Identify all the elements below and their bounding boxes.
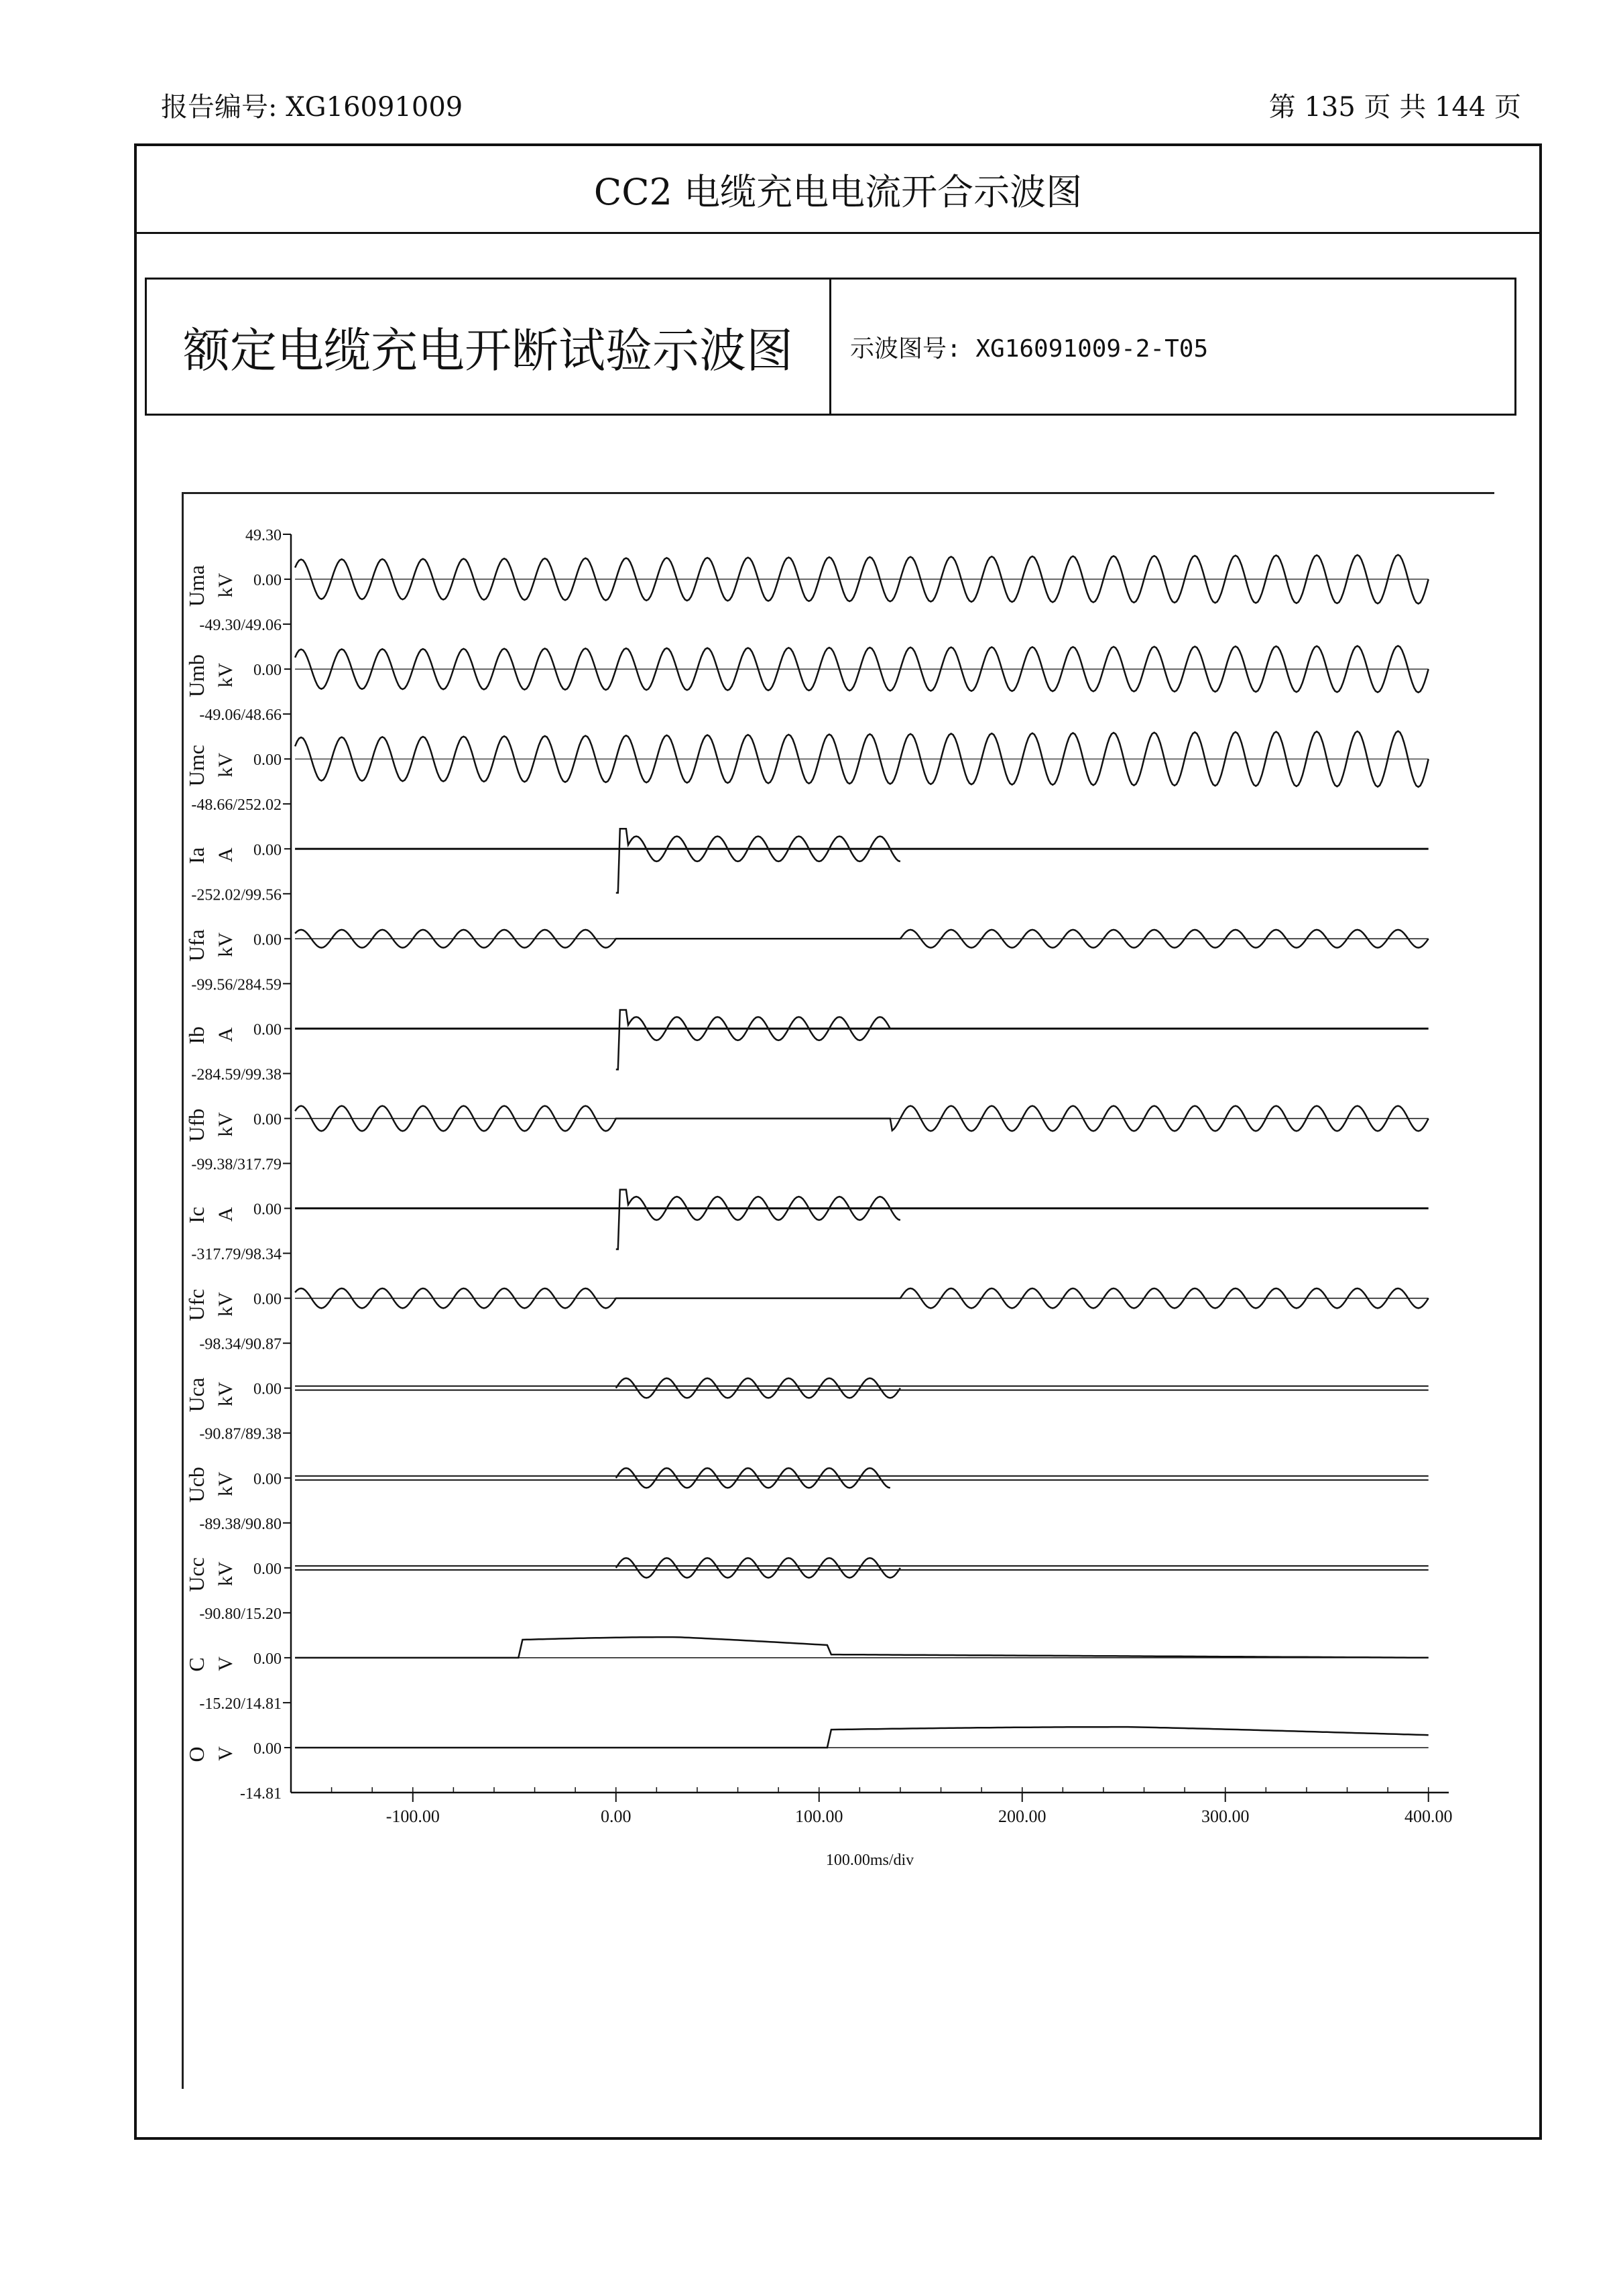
page-title: CC2 电缆充电电流开合示波图	[137, 146, 1539, 234]
channel-name: Ucb	[184, 1467, 208, 1503]
zero-label: 0.00	[253, 1560, 282, 1578]
zero-label: 0.00	[253, 1650, 282, 1668]
channel-range-label: -284.59/99.38	[191, 1066, 282, 1084]
channel-name: Umb	[184, 654, 208, 698]
channel-range-label: -15.20/14.81	[199, 1695, 282, 1713]
x-tick-label: 0.00	[601, 1807, 632, 1826]
zero-label: 0.00	[253, 1111, 282, 1129]
channel-range-label: -98.34/90.87	[199, 1335, 282, 1353]
signal-trace	[616, 1190, 900, 1250]
x-tick-label: -100.00	[385, 1807, 440, 1826]
signal-trace	[616, 1010, 890, 1070]
test-info-box	[145, 278, 1516, 416]
channel-unit: V	[215, 1656, 237, 1671]
channel-unit: A	[215, 1207, 237, 1222]
zero-label: 0.00	[253, 841, 282, 859]
channel-name: Ic	[184, 1207, 208, 1223]
channel-range-label: -252.02/99.56	[191, 886, 282, 904]
channel-unit: kV	[215, 1382, 237, 1407]
channel-name: Ucc	[184, 1557, 208, 1592]
signal-trace	[616, 1558, 900, 1578]
channel-range-label: -14.81	[240, 1785, 282, 1803]
channel-range-label: -48.66/252.02	[191, 796, 282, 814]
channel-unit: kV	[215, 572, 237, 598]
channel-name: O	[184, 1746, 208, 1762]
signal-trace	[616, 1468, 890, 1488]
channel-unit: V	[215, 1746, 237, 1761]
zero-label: 0.00	[253, 1380, 282, 1398]
zero-label: 0.00	[253, 1740, 282, 1758]
zero-label: 0.00	[253, 1290, 282, 1309]
channel-unit: A	[215, 847, 237, 863]
zero-label: 0.00	[253, 1201, 282, 1219]
channel-name: Umc	[184, 745, 208, 787]
channel-range-label: -99.38/317.79	[191, 1156, 282, 1174]
x-tick-label: 300.00	[1201, 1807, 1250, 1826]
channel-name: Uma	[184, 564, 208, 607]
channel-name: Ufb	[184, 1108, 208, 1142]
channel-unit: kV	[215, 932, 237, 957]
oscillogram-frame	[182, 492, 1494, 2089]
x-tick-label: 100.00	[795, 1807, 843, 1826]
channel-name: Ia	[184, 847, 208, 864]
channel-unit: kV	[215, 1112, 237, 1137]
signal-trace	[295, 1727, 1429, 1748]
channel-range-label: -89.38/90.80	[199, 1515, 282, 1533]
channel-name: Ib	[184, 1026, 208, 1044]
channel-name: Uca	[184, 1377, 208, 1412]
channel-name: Ufc	[184, 1288, 208, 1321]
channel-range-label: -90.87/89.38	[199, 1425, 282, 1443]
oscillogram-number: 示波图号: XG16091009-2-T05	[850, 335, 1209, 363]
channel-range-label: -49.30/49.06	[199, 617, 282, 635]
zero-label: 0.00	[253, 662, 282, 680]
zero-label: 0.00	[253, 1470, 282, 1488]
channel-unit: kV	[215, 1292, 237, 1317]
channel-unit: kV	[215, 662, 237, 688]
test-name: 额定电缆充电开断试验示波图	[147, 280, 831, 414]
channel-unit: kV	[215, 1471, 237, 1497]
channel-range-label: -49.06/48.66	[199, 707, 282, 725]
report-frame	[134, 143, 1542, 2140]
channel-name: Ufa	[184, 929, 208, 962]
zero-label: 0.00	[253, 751, 282, 770]
report-number: 报告编号: XG16091009	[161, 92, 463, 123]
channel-range-label: -90.80/15.20	[199, 1605, 282, 1623]
x-tick-label: 400.00	[1404, 1807, 1453, 1826]
zero-label: 0.00	[253, 931, 282, 949]
x-tick-label: 200.00	[998, 1807, 1046, 1826]
channel-range-label: 49.30	[245, 527, 282, 544]
channel-name: C	[184, 1657, 208, 1672]
oscillogram-chart	[184, 494, 1496, 2091]
x-axis-label: 100.00ms/div	[825, 1852, 914, 1869]
channel-range-label: -317.79/98.34	[191, 1246, 282, 1264]
channel-range-label: -99.56/284.59	[191, 976, 282, 994]
zero-label: 0.00	[253, 1021, 282, 1039]
signal-trace	[295, 1637, 1429, 1658]
channel-unit: kV	[215, 1561, 237, 1587]
channel-unit: A	[215, 1027, 237, 1042]
channel-unit: kV	[215, 752, 237, 778]
signal-trace	[616, 829, 900, 893]
zero-label: 0.00	[253, 572, 282, 590]
page-number: 第 135 页 共 144 页	[1268, 92, 1521, 123]
signal-trace	[616, 1378, 900, 1398]
